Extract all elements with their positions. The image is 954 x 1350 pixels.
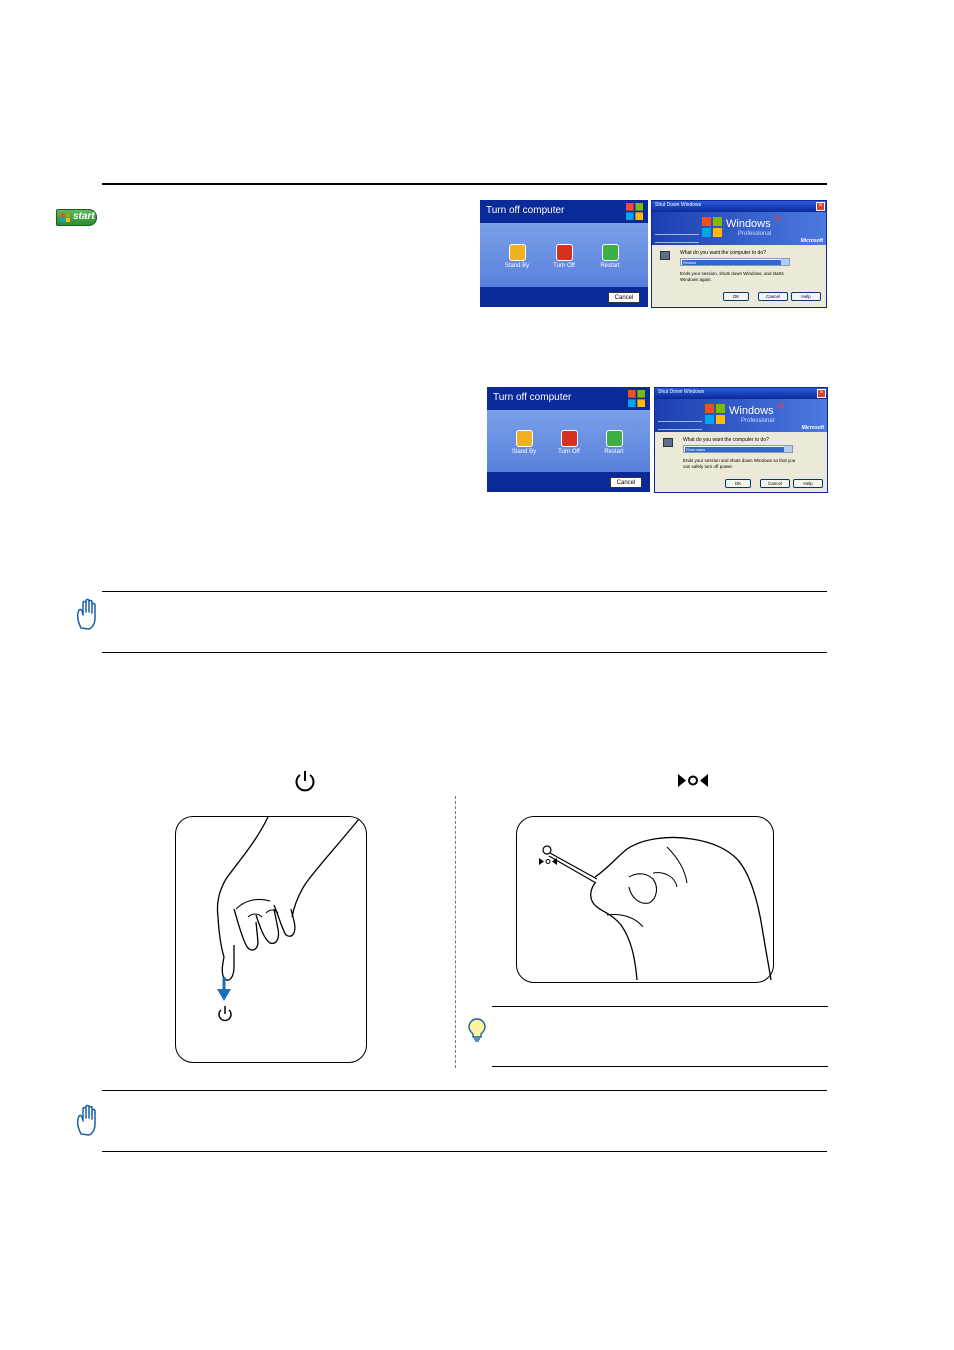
windows-brand: Windows [729, 405, 774, 417]
close-icon[interactable]: × [816, 202, 825, 211]
action-select[interactable]: Shut down [683, 445, 793, 453]
emergency-shutdown-illustration [516, 816, 774, 983]
caution-hand-icon [75, 1104, 99, 1136]
xp-mark: xp [774, 216, 782, 222]
cancel-button[interactable]: Cancel [608, 292, 640, 303]
shut-down-windows-dialog-restart [651, 200, 827, 308]
ok-button[interactable]: OK [725, 479, 751, 488]
chevron-down-icon [784, 446, 792, 452]
restart-option[interactable]: Restart [590, 244, 630, 269]
help-button[interactable]: Help [791, 292, 821, 301]
xp-mark: xp [777, 403, 785, 409]
note-rule-top [102, 591, 827, 592]
note2-rule-top [102, 1090, 827, 1091]
start-button[interactable] [56, 209, 97, 226]
dialog-title: Shut Down Windows [658, 389, 705, 395]
action-select[interactable]: Restart [680, 258, 790, 266]
close-icon[interactable]: × [817, 389, 826, 398]
turn-off-dialog-shutdown [487, 387, 650, 492]
action-description: Ends your session, shuts down Windows, and starts Windows again. [680, 271, 784, 282]
stand-by-option[interactable]: Stand By [497, 244, 537, 269]
stand-by-icon [509, 244, 526, 261]
edition-label: Professional [741, 418, 775, 424]
copyright-lines [655, 234, 699, 243]
windows-flag-icon [702, 217, 722, 237]
restart-icon [602, 244, 619, 261]
shut-down-windows-dialog-shutdown [654, 387, 828, 493]
windows-flag-icon [61, 213, 70, 222]
microsoft-logo: Microsoft [800, 238, 823, 244]
turn-off-icon [561, 430, 578, 447]
windows-brand: Windows [726, 218, 771, 230]
help-button[interactable]: Help [793, 479, 823, 488]
turn-off-dialog-restart [480, 200, 648, 307]
stand-by-option[interactable]: Stand By [504, 430, 544, 455]
windows-flag-icon [705, 404, 725, 424]
dialog-title: Shut Down Windows [655, 202, 702, 208]
cancel-button[interactable]: Cancel [758, 292, 788, 301]
cancel-button[interactable]: Cancel [610, 477, 642, 488]
action-description: Ends your session and shuts down Windows so that you can safely turn off power. [683, 458, 796, 469]
restart-option[interactable]: Restart [594, 430, 634, 455]
microsoft-logo: Microsoft [801, 425, 824, 431]
power-button-illustration [175, 816, 367, 1063]
note2-rule-bottom [102, 1151, 827, 1152]
computer-icon [660, 251, 670, 260]
windows-flag-icon [626, 203, 643, 220]
section-divider [455, 796, 456, 1068]
chevron-down-icon [781, 259, 789, 265]
windows-flag-icon [628, 390, 645, 407]
edition-label: Professional [738, 231, 772, 237]
turn-off-option[interactable]: Turn Off [544, 244, 584, 269]
ok-button[interactable]: OK [723, 292, 749, 301]
question-label: What do you want the computer to do? [683, 437, 769, 443]
turn-off-icon [556, 244, 573, 261]
cancel-button[interactable]: Cancel [760, 479, 790, 488]
dialog-title: Turn off computer [493, 392, 572, 403]
note-rule-bottom [102, 652, 827, 653]
stand-by-icon [516, 430, 533, 447]
tip-rule-top [492, 1006, 828, 1007]
start-label: start [73, 211, 95, 222]
tip-lightbulb-icon [468, 1018, 486, 1042]
computer-icon [663, 438, 673, 447]
copyright-lines [658, 421, 702, 430]
turn-off-option[interactable]: Turn Off [549, 430, 589, 455]
question-label: What do you want the computer to do? [680, 250, 766, 256]
dialog-title: Turn off computer [486, 205, 565, 216]
header-rule [102, 183, 827, 185]
pin-insertion-illustration [517, 817, 773, 982]
tip-rule-bottom [492, 1066, 828, 1067]
power-icon [293, 769, 317, 793]
hand-pressing-illustration [176, 817, 366, 1062]
caution-hand-icon [75, 598, 99, 630]
emergency-shutdown-icon [677, 773, 709, 788]
restart-icon [606, 430, 623, 447]
